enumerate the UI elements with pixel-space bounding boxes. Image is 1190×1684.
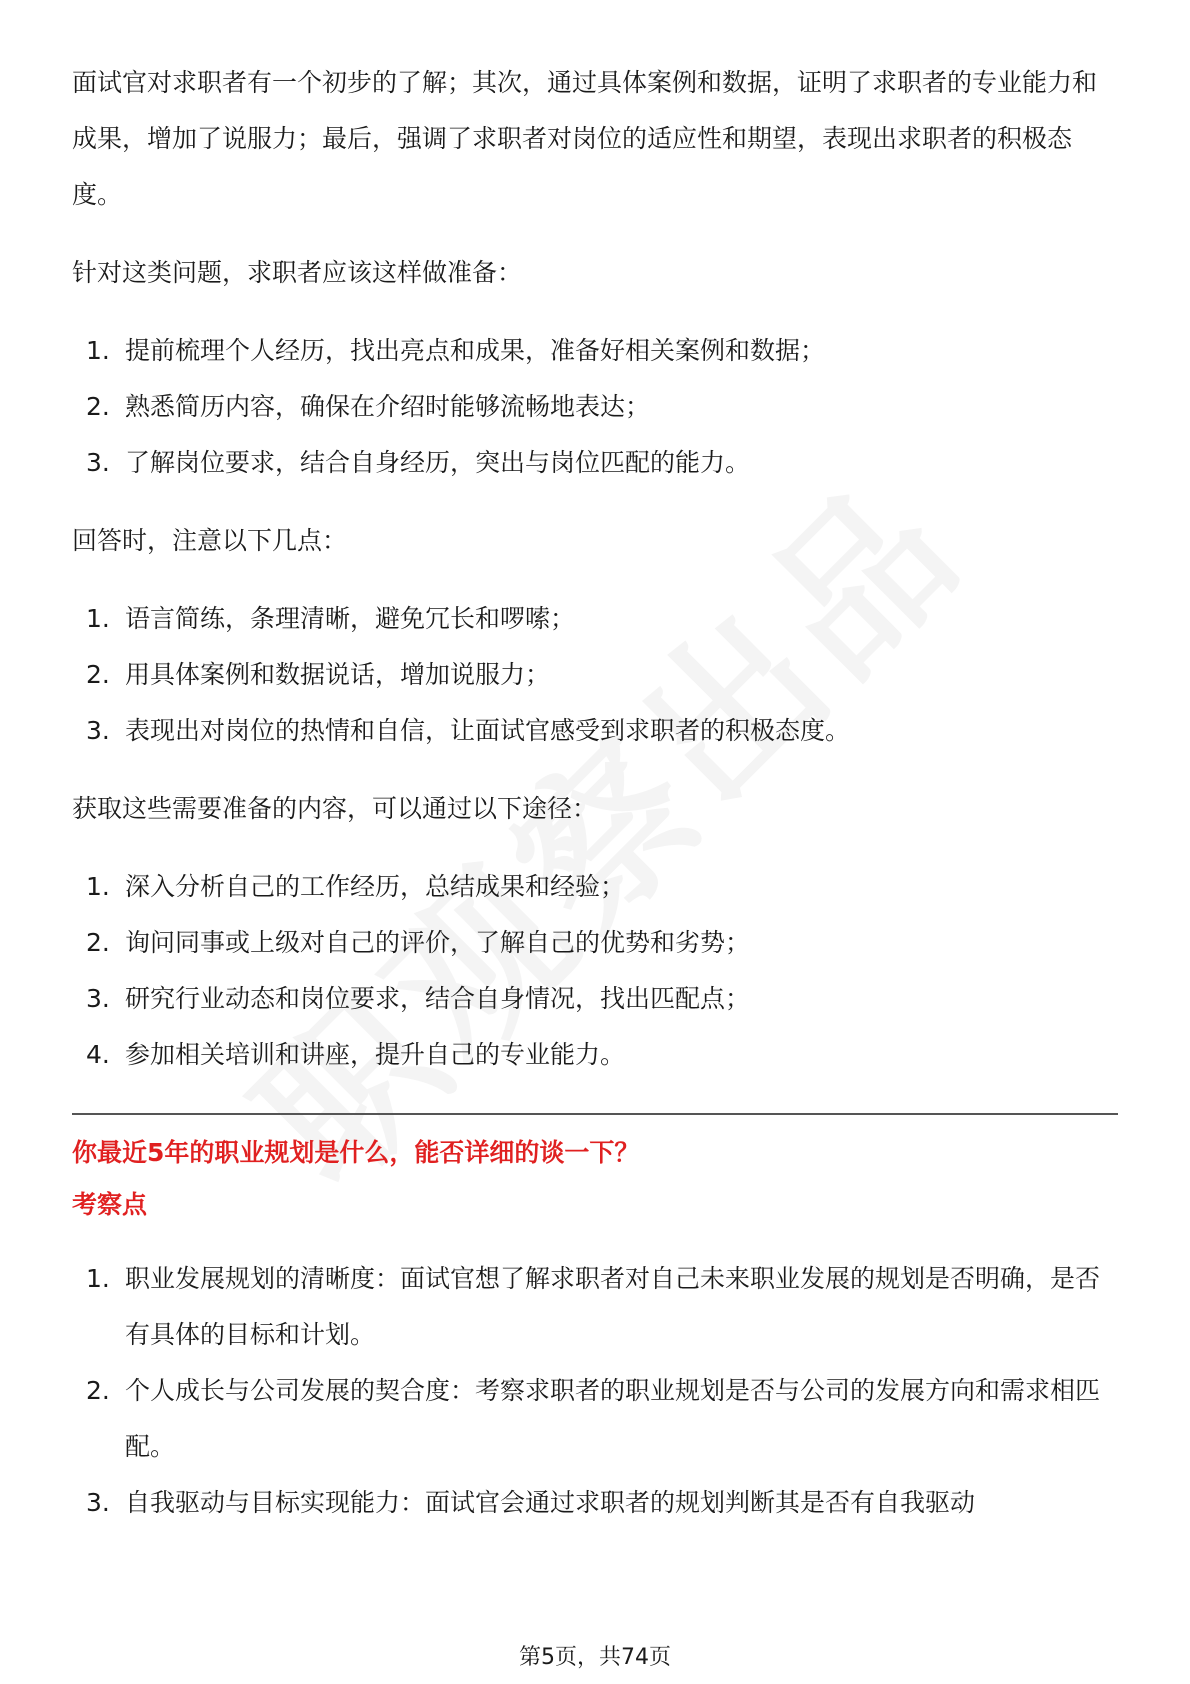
section-divider (72, 1113, 1118, 1115)
list-item (72, 1027, 1118, 1083)
list-text: 了解岗位要求，结合自身经历，突出与岗位匹配的能力。 (125, 448, 751, 477)
list-item (72, 971, 1118, 1027)
question-title: 你最近5年的职业规划是什么，能否详细的谈一下？ (72, 1138, 640, 1167)
list-text: 个人成长与公司发展的契合度：考察求职者的职业规划是否与公司的发展方向和需求相匹配。 (125, 1376, 1101, 1461)
list-number: 2. (86, 392, 110, 421)
list-text: 研究行业动态和岗位要求，结合自身情况，找出匹配点； (125, 984, 751, 1013)
list-text: 语言简练，条理清晰，避免冗长和啰嗦； (125, 604, 576, 633)
list-item (72, 1251, 1118, 1363)
list-number: 3. (86, 716, 110, 745)
list-number: 3. (86, 448, 110, 477)
focus-heading: 考察点 (72, 1190, 148, 1219)
list-text: 询问同事或上级对自己的评价，了解自己的优势和劣势； (125, 928, 751, 957)
list-number: 1. (86, 872, 110, 901)
list-text: 职业发展规划的清晰度：面试官想了解求职者对自己未来职业发展的规划是否明确，是否有具体的目标和计划。 (125, 1264, 1101, 1349)
source-heading: 获取这些需要准备的内容，可以通过以下途径： (72, 794, 598, 823)
list-item (72, 379, 1118, 435)
list-item (72, 647, 1118, 703)
list-text: 自我驱动与目标实现能力：面试官会通过求职者的规划判断其是否有自我驱动 (125, 1488, 976, 1517)
list-number: 1. (86, 604, 110, 633)
page-footer: 第5页，共74页 (519, 1645, 671, 1670)
list-text: 表现出对岗位的热情和自信，让面试官感受到求职者的积极态度。 (125, 716, 851, 745)
list-text: 用具体案例和数据说话，增加说服力； (125, 660, 551, 689)
list-text: 熟悉简历内容，确保在介绍时能够流畅地表达； (125, 392, 651, 421)
list-number: 4. (86, 1040, 110, 1069)
list-number: 2. (86, 1376, 110, 1405)
list-item (72, 323, 1118, 379)
list-number: 1. (86, 1264, 110, 1293)
answer-list (72, 591, 1118, 759)
list-number: 2. (86, 928, 110, 957)
focus-list (72, 1251, 1118, 1531)
list-text: 深入分析自己的工作经历，总结成果和经验； (125, 872, 626, 901)
list-item (72, 591, 1118, 647)
list-item (72, 859, 1118, 915)
list-number: 3. (86, 1488, 110, 1517)
answer-heading: 回答时，注意以下几点： (72, 526, 348, 555)
document-page (72, 55, 1118, 1553)
list-item (72, 703, 1118, 759)
list-item (72, 915, 1118, 971)
prep-heading: 针对这类问题，求职者应该这样做准备： (72, 258, 523, 287)
source-list (72, 859, 1118, 1083)
list-number: 2. (86, 660, 110, 689)
prep-list (72, 323, 1118, 491)
intro-paragraph: 面试官对求职者有一个初步的了解；其次，通过具体案例和数据，证明了求职者的专业能力和成果，增加了说服力；最后，强调了求职者对岗位的适应性和期望，表现出求职者的积极态度。 (72, 68, 1098, 209)
list-item (72, 435, 1118, 491)
list-text: 参加相关培训和讲座，提升自己的专业能力。 (125, 1040, 626, 1069)
list-number: 1. (86, 336, 110, 365)
list-item (72, 1363, 1118, 1475)
list-item (72, 1475, 1118, 1531)
list-number: 3. (86, 984, 110, 1013)
list-text: 提前梳理个人经历，找出亮点和成果，准备好相关案例和数据； (125, 336, 826, 365)
